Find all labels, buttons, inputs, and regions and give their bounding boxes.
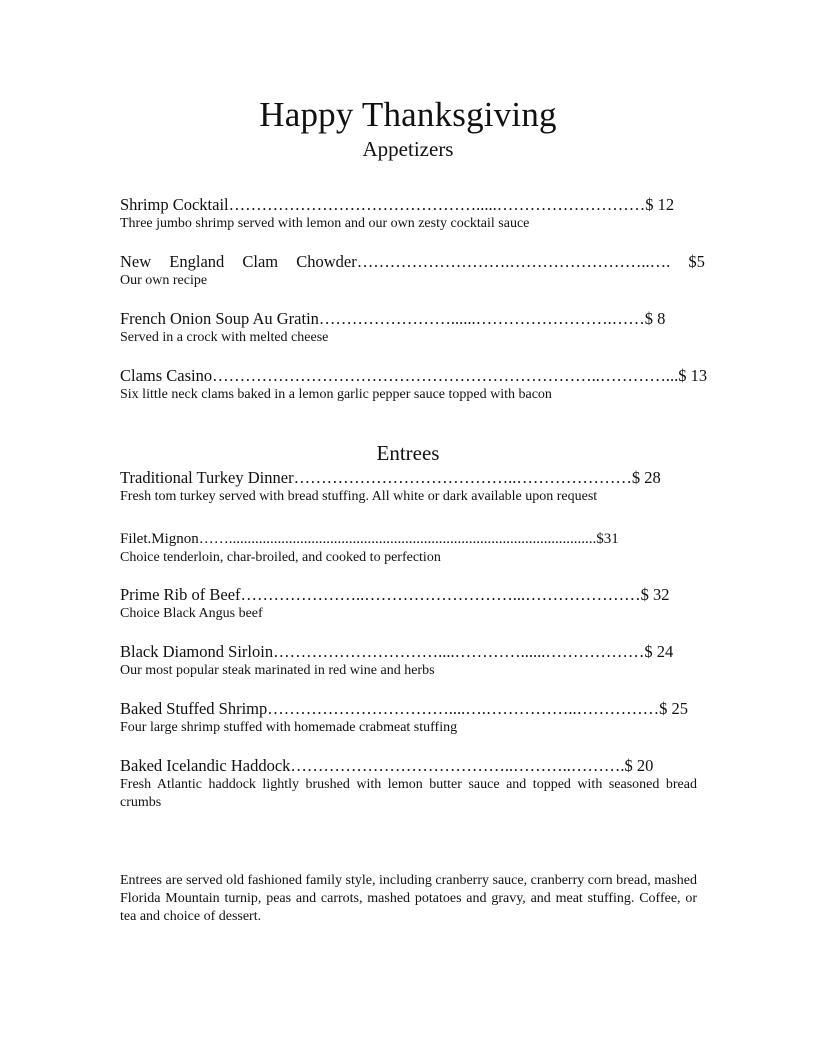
menu-item-baked-stuffed-shrimp [120, 699, 720, 737]
menu-item-prime-rib [120, 585, 720, 623]
menu-item-name-price: Clams Casino……………………………………………………………..…………...$ 13 [120, 366, 708, 385]
menu-item-shrimp-cocktail [120, 195, 720, 233]
page-title: Happy Thanksgiving [259, 95, 557, 134]
entrees-heading: Entrees [376, 441, 440, 465]
menu-item-name-price: New England Clam Chowder……………………….……………………..…. $5 [120, 252, 705, 271]
menu-item-clams-casino [120, 366, 720, 404]
menu-item-description: Choice Black Angus beef [120, 606, 263, 621]
menu-item-description: Fresh tom turkey served with bread stuffing. All white or dark available upon request [120, 489, 598, 504]
menu-item-description: Four large shrimp stuffed with homemade crabmeat stuffing [120, 720, 458, 735]
menu-item-haddock [120, 756, 720, 812]
menu-item-description: Six little neck clams baked in a lemon garlic pepper sauce topped with bacon [120, 387, 552, 402]
menu-item-description: Choice tenderloin, char-broiled, and cooked to perfection [120, 550, 441, 565]
entrees-footer-note: Entrees are served old fashioned family style, including cranberry sauce, cranberry corn bread, mashed Florida Mountain turnip, peas and carrots, mashed potatoes and gravy, and meat stuffing. Coffee, or tea and choice of dessert. [120, 873, 697, 924]
menu-item-name-price: Baked Stuffed Shrimp……………………………....….……………..……………$ 25 [120, 699, 689, 718]
menu-item-turkey-dinner [120, 468, 720, 506]
menu-item-name-price: Prime Rib of Beef…………………..………………………...…………………$ 32 [120, 585, 670, 604]
menu-item-description: Served in a crock with melted cheese [120, 330, 329, 345]
menu-item-sirloin [120, 642, 720, 680]
menu-item-name-price: Baked Icelandic Haddock…………………………………..………..……….$ 20 [120, 756, 654, 775]
menu-item-name-price: Black Diamond Sirloin…………………………....…………......………………$ 24 [120, 642, 674, 661]
menu-item-name-price: Shrimp Cocktail……………………………………….....………………………$ 12 [120, 195, 675, 214]
menu-item-french-onion-soup [120, 309, 720, 347]
menu-item-filet-mignon [120, 529, 720, 567]
menu-item-description: Our own recipe [120, 273, 208, 288]
menu-item-clam-chowder [120, 252, 720, 290]
menu-item-description: Fresh Atlantic haddock lightly brushed with lemon butter sauce and topped with seasoned bread crumbs [120, 777, 697, 810]
menu-item-name-price: French Onion Soup Au Gratin……………………......…………………….……$ 8 [120, 309, 666, 328]
menu-item-description: Our most popular steak marinated in red wine and herbs [120, 663, 435, 678]
appetizers-heading: Appetizers [362, 137, 454, 161]
menu-item-name-price: Filet.Mignon……..................................................................................................$31 [120, 531, 619, 547]
menu-item-description: Three jumbo shrimp served with lemon and our own zesty cocktail sauce [120, 216, 530, 231]
menu-item-name-price: Traditional Turkey Dinner…………………………………..…………………$ 28 [120, 468, 661, 487]
